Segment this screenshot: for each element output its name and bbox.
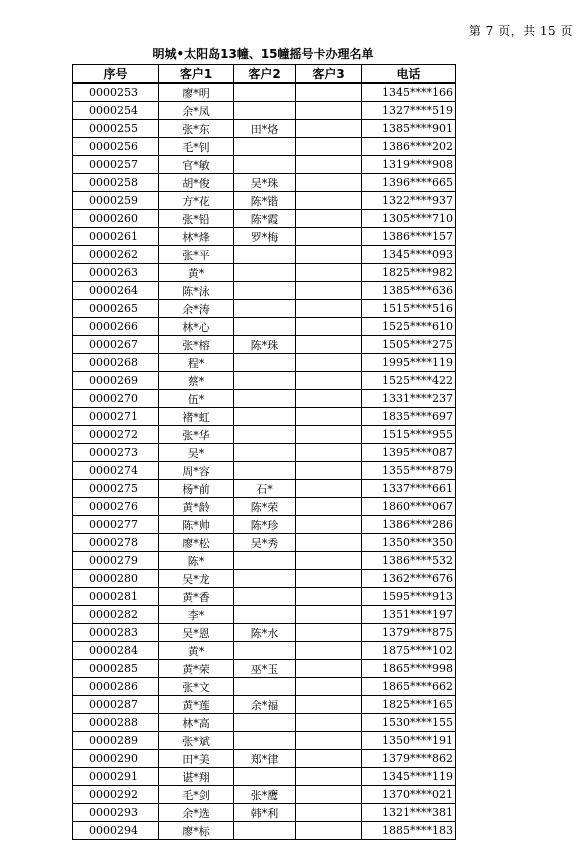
cell-customer1: 陈*帅 bbox=[159, 516, 234, 534]
table-row bbox=[73, 534, 456, 552]
cell-customer3 bbox=[296, 390, 362, 408]
table-row bbox=[73, 426, 456, 444]
cell-customer1: 林*烽 bbox=[159, 228, 234, 246]
cell-serial: 0000253 bbox=[73, 83, 159, 102]
table-row bbox=[73, 228, 456, 246]
cell-phone: 1321****381 bbox=[362, 804, 456, 822]
cell-customer2: 陈*荣 bbox=[234, 498, 296, 516]
table-row bbox=[73, 336, 456, 354]
cell-serial: 0000290 bbox=[73, 750, 159, 768]
cell-customer2 bbox=[234, 138, 296, 156]
cell-customer3 bbox=[296, 822, 362, 840]
table-row bbox=[73, 516, 456, 534]
cell-customer1: 黄* bbox=[159, 642, 234, 660]
page-indicator: 第 7 页，共 15 页 bbox=[468, 24, 573, 38]
cell-serial: 0000258 bbox=[73, 174, 159, 192]
cell-customer3 bbox=[296, 534, 362, 552]
table-row bbox=[73, 372, 456, 390]
cell-phone: 1305****710 bbox=[362, 210, 456, 228]
table-row bbox=[73, 660, 456, 678]
cell-customer3 bbox=[296, 408, 362, 426]
cell-serial: 0000284 bbox=[73, 642, 159, 660]
cell-phone: 1525****610 bbox=[362, 318, 456, 336]
cell-customer1: 廖*松 bbox=[159, 534, 234, 552]
cell-customer3 bbox=[296, 498, 362, 516]
table-row bbox=[73, 408, 456, 426]
cell-customer2 bbox=[234, 408, 296, 426]
cell-customer2 bbox=[234, 318, 296, 336]
cell-serial: 0000256 bbox=[73, 138, 159, 156]
cell-customer1: 张*斌 bbox=[159, 732, 234, 750]
cell-serial: 0000268 bbox=[73, 354, 159, 372]
cell-customer1: 张*榕 bbox=[159, 336, 234, 354]
cell-phone: 1386****532 bbox=[362, 552, 456, 570]
cell-serial: 0000292 bbox=[73, 786, 159, 804]
cell-customer1: 余*选 bbox=[159, 804, 234, 822]
header-phone: 电话 bbox=[362, 65, 456, 84]
cell-serial: 0000275 bbox=[73, 480, 159, 498]
cell-customer1: 张*铅 bbox=[159, 210, 234, 228]
cell-customer1: 黄*荣 bbox=[159, 660, 234, 678]
table-row bbox=[73, 318, 456, 336]
cell-phone: 1595****913 bbox=[362, 588, 456, 606]
cell-phone: 1385****901 bbox=[362, 120, 456, 138]
cell-customer3 bbox=[296, 264, 362, 282]
cell-phone: 1525****422 bbox=[362, 372, 456, 390]
cell-serial: 0000255 bbox=[73, 120, 159, 138]
table-row bbox=[73, 498, 456, 516]
cell-customer2 bbox=[234, 102, 296, 120]
cell-customer3 bbox=[296, 804, 362, 822]
cell-customer3 bbox=[296, 444, 362, 462]
cell-customer1: 伍* bbox=[159, 390, 234, 408]
cell-phone: 1860****067 bbox=[362, 498, 456, 516]
cell-customer2 bbox=[234, 354, 296, 372]
table-row bbox=[73, 264, 456, 282]
cell-serial: 0000274 bbox=[73, 462, 159, 480]
table-row bbox=[73, 714, 456, 732]
cell-serial: 0000283 bbox=[73, 624, 159, 642]
cell-customer1: 黄*龄 bbox=[159, 498, 234, 516]
table-row bbox=[73, 444, 456, 462]
cell-phone: 1322****937 bbox=[362, 192, 456, 210]
document-title: 明城•太阳岛13幢、15幢摇号卡办理名单 bbox=[152, 47, 374, 61]
cell-serial: 0000267 bbox=[73, 336, 159, 354]
cell-phone: 1835****697 bbox=[362, 408, 456, 426]
cell-customer2 bbox=[234, 714, 296, 732]
cell-customer1: 余*涛 bbox=[159, 300, 234, 318]
cell-customer3 bbox=[296, 642, 362, 660]
cell-customer1: 廖*明 bbox=[159, 83, 234, 102]
cell-phone: 1825****982 bbox=[362, 264, 456, 282]
cell-customer2 bbox=[234, 156, 296, 174]
cell-customer2: 吴*秀 bbox=[234, 534, 296, 552]
cell-customer1: 吴* bbox=[159, 444, 234, 462]
cell-customer3 bbox=[296, 246, 362, 264]
cell-phone: 1515****955 bbox=[362, 426, 456, 444]
cell-phone: 1327****519 bbox=[362, 102, 456, 120]
cell-customer1: 张*东 bbox=[159, 120, 234, 138]
cell-customer3 bbox=[296, 282, 362, 300]
table-row bbox=[73, 480, 456, 498]
cell-customer2: 罗*梅 bbox=[234, 228, 296, 246]
cell-customer1: 陈* bbox=[159, 552, 234, 570]
cell-customer2: 巫*玉 bbox=[234, 660, 296, 678]
cell-phone: 1345****093 bbox=[362, 246, 456, 264]
cell-customer1: 余*凤 bbox=[159, 102, 234, 120]
cell-customer3 bbox=[296, 624, 362, 642]
cell-customer2 bbox=[234, 83, 296, 102]
table-row bbox=[73, 804, 456, 822]
cell-customer2 bbox=[234, 768, 296, 786]
cell-customer2 bbox=[234, 390, 296, 408]
cell-customer1: 黄* bbox=[159, 264, 234, 282]
cell-customer1: 方*花 bbox=[159, 192, 234, 210]
cell-customer1: 官*敏 bbox=[159, 156, 234, 174]
cell-serial: 0000270 bbox=[73, 390, 159, 408]
table-row bbox=[73, 642, 456, 660]
cell-customer2 bbox=[234, 642, 296, 660]
cell-customer3 bbox=[296, 588, 362, 606]
cell-customer2 bbox=[234, 444, 296, 462]
header-customer1: 客户1 bbox=[159, 65, 234, 84]
cell-serial: 0000294 bbox=[73, 822, 159, 840]
cell-customer2 bbox=[234, 246, 296, 264]
table-row bbox=[73, 696, 456, 714]
table-row bbox=[73, 462, 456, 480]
cell-customer1: 杨*前 bbox=[159, 480, 234, 498]
cell-customer1: 胡*俊 bbox=[159, 174, 234, 192]
cell-customer3 bbox=[296, 83, 362, 102]
cell-phone: 1885****183 bbox=[362, 822, 456, 840]
cell-customer3 bbox=[296, 210, 362, 228]
cell-customer1: 毛*剑 bbox=[159, 786, 234, 804]
cell-customer3 bbox=[296, 354, 362, 372]
cell-customer2 bbox=[234, 678, 296, 696]
cell-customer2 bbox=[234, 606, 296, 624]
table-row bbox=[73, 210, 456, 228]
cell-customer3 bbox=[296, 372, 362, 390]
cell-serial: 0000285 bbox=[73, 660, 159, 678]
cell-customer3 bbox=[296, 660, 362, 678]
cell-customer2: 吴*珠 bbox=[234, 174, 296, 192]
cell-phone: 1331****237 bbox=[362, 390, 456, 408]
cell-serial: 0000264 bbox=[73, 282, 159, 300]
cell-customer2 bbox=[234, 372, 296, 390]
cell-serial: 0000273 bbox=[73, 444, 159, 462]
cell-customer1: 黄*香 bbox=[159, 588, 234, 606]
cell-serial: 0000271 bbox=[73, 408, 159, 426]
table-row bbox=[73, 588, 456, 606]
cell-serial: 0000266 bbox=[73, 318, 159, 336]
cell-phone: 1370****021 bbox=[362, 786, 456, 804]
cell-customer2 bbox=[234, 300, 296, 318]
cell-customer2: 陈*珍 bbox=[234, 516, 296, 534]
table-row bbox=[73, 606, 456, 624]
cell-customer1: 周*容 bbox=[159, 462, 234, 480]
cell-phone: 1995****119 bbox=[362, 354, 456, 372]
cell-customer2 bbox=[234, 264, 296, 282]
cell-phone: 1379****862 bbox=[362, 750, 456, 768]
cell-customer2: 陈*锴 bbox=[234, 192, 296, 210]
cell-customer2: 田*烙 bbox=[234, 120, 296, 138]
table-row bbox=[73, 300, 456, 318]
cell-serial: 0000265 bbox=[73, 300, 159, 318]
cell-customer1: 张*文 bbox=[159, 678, 234, 696]
cell-customer3 bbox=[296, 138, 362, 156]
cell-serial: 0000257 bbox=[73, 156, 159, 174]
cell-customer1: 吴*龙 bbox=[159, 570, 234, 588]
cell-customer2 bbox=[234, 570, 296, 588]
table-row bbox=[73, 354, 456, 372]
cell-customer2 bbox=[234, 552, 296, 570]
cell-customer1: 林*高 bbox=[159, 714, 234, 732]
cell-serial: 0000282 bbox=[73, 606, 159, 624]
cell-customer3 bbox=[296, 228, 362, 246]
cell-serial: 0000272 bbox=[73, 426, 159, 444]
cell-serial: 0000293 bbox=[73, 804, 159, 822]
cell-customer1: 黄*莲 bbox=[159, 696, 234, 714]
cell-customer1: 陈*泳 bbox=[159, 282, 234, 300]
header-row bbox=[73, 65, 456, 84]
cell-customer2: 石* bbox=[234, 480, 296, 498]
table-row bbox=[73, 120, 456, 138]
cell-customer2 bbox=[234, 732, 296, 750]
cell-customer2: 陈*珠 bbox=[234, 336, 296, 354]
cell-customer3 bbox=[296, 714, 362, 732]
cell-serial: 0000254 bbox=[73, 102, 159, 120]
cell-customer3 bbox=[296, 516, 362, 534]
cell-customer2 bbox=[234, 822, 296, 840]
table-row bbox=[73, 83, 456, 102]
cell-customer3 bbox=[296, 462, 362, 480]
cell-phone: 1515****516 bbox=[362, 300, 456, 318]
roster-table bbox=[72, 64, 456, 840]
cell-customer1: 田*美 bbox=[159, 750, 234, 768]
cell-customer3 bbox=[296, 750, 362, 768]
cell-customer1: 程* bbox=[159, 354, 234, 372]
cell-customer1: 张*平 bbox=[159, 246, 234, 264]
table-row bbox=[73, 732, 456, 750]
cell-serial: 0000288 bbox=[73, 714, 159, 732]
table-row bbox=[73, 246, 456, 264]
cell-customer1: 毛*钊 bbox=[159, 138, 234, 156]
cell-customer3 bbox=[296, 606, 362, 624]
table-row bbox=[73, 282, 456, 300]
table-row bbox=[73, 138, 456, 156]
cell-customer2 bbox=[234, 426, 296, 444]
cell-phone: 1386****286 bbox=[362, 516, 456, 534]
cell-phone: 1505****275 bbox=[362, 336, 456, 354]
cell-phone: 1337****661 bbox=[362, 480, 456, 498]
table-row bbox=[73, 174, 456, 192]
cell-customer3 bbox=[296, 102, 362, 120]
cell-customer3 bbox=[296, 156, 362, 174]
cell-phone: 1319****908 bbox=[362, 156, 456, 174]
cell-customer3 bbox=[296, 570, 362, 588]
cell-serial: 0000259 bbox=[73, 192, 159, 210]
cell-phone: 1345****119 bbox=[362, 768, 456, 786]
header-customer2: 客户2 bbox=[234, 65, 296, 84]
cell-customer3 bbox=[296, 732, 362, 750]
cell-phone: 1865****998 bbox=[362, 660, 456, 678]
cell-customer3 bbox=[296, 552, 362, 570]
cell-serial: 0000278 bbox=[73, 534, 159, 552]
cell-customer3 bbox=[296, 120, 362, 138]
cell-customer2: 韩*利 bbox=[234, 804, 296, 822]
cell-customer3 bbox=[296, 318, 362, 336]
table-row bbox=[73, 192, 456, 210]
cell-phone: 1362****676 bbox=[362, 570, 456, 588]
table-row bbox=[73, 156, 456, 174]
table-row bbox=[73, 750, 456, 768]
cell-serial: 0000280 bbox=[73, 570, 159, 588]
table-row bbox=[73, 390, 456, 408]
cell-customer3 bbox=[296, 786, 362, 804]
cell-customer3 bbox=[296, 336, 362, 354]
cell-customer3 bbox=[296, 300, 362, 318]
cell-phone: 1385****636 bbox=[362, 282, 456, 300]
cell-serial: 0000291 bbox=[73, 768, 159, 786]
table-row bbox=[73, 570, 456, 588]
cell-customer3 bbox=[296, 174, 362, 192]
cell-customer1: 蔡* bbox=[159, 372, 234, 390]
cell-phone: 1395****087 bbox=[362, 444, 456, 462]
cell-customer1: 吴*恩 bbox=[159, 624, 234, 642]
cell-customer3 bbox=[296, 678, 362, 696]
cell-serial: 0000276 bbox=[73, 498, 159, 516]
cell-phone: 1345****166 bbox=[362, 83, 456, 102]
cell-customer2 bbox=[234, 462, 296, 480]
cell-customer3 bbox=[296, 192, 362, 210]
cell-customer3 bbox=[296, 480, 362, 498]
cell-phone: 1355****879 bbox=[362, 462, 456, 480]
cell-serial: 0000281 bbox=[73, 588, 159, 606]
cell-serial: 0000279 bbox=[73, 552, 159, 570]
cell-serial: 0000286 bbox=[73, 678, 159, 696]
cell-customer1: 廖*标 bbox=[159, 822, 234, 840]
cell-phone: 1825****165 bbox=[362, 696, 456, 714]
cell-customer1: 褚*虹 bbox=[159, 408, 234, 426]
header-serial: 序号 bbox=[73, 65, 159, 84]
cell-phone: 1386****157 bbox=[362, 228, 456, 246]
cell-customer2: 余*福 bbox=[234, 696, 296, 714]
cell-customer1: 林*心 bbox=[159, 318, 234, 336]
cell-customer1: 谌*翔 bbox=[159, 768, 234, 786]
cell-phone: 1865****662 bbox=[362, 678, 456, 696]
cell-phone: 1875****102 bbox=[362, 642, 456, 660]
table-row bbox=[73, 552, 456, 570]
cell-customer3 bbox=[296, 696, 362, 714]
cell-serial: 0000277 bbox=[73, 516, 159, 534]
cell-serial: 0000287 bbox=[73, 696, 159, 714]
table-row bbox=[73, 768, 456, 786]
cell-customer2: 陈*霞 bbox=[234, 210, 296, 228]
cell-customer2: 郑*律 bbox=[234, 750, 296, 768]
table-row bbox=[73, 822, 456, 840]
cell-customer2: 张*鹰 bbox=[234, 786, 296, 804]
cell-customer2 bbox=[234, 282, 296, 300]
cell-customer3 bbox=[296, 426, 362, 444]
cell-serial: 0000269 bbox=[73, 372, 159, 390]
cell-serial: 0000261 bbox=[73, 228, 159, 246]
cell-phone: 1350****191 bbox=[362, 732, 456, 750]
cell-customer3 bbox=[296, 768, 362, 786]
cell-phone: 1530****155 bbox=[362, 714, 456, 732]
cell-customer1: 张*华 bbox=[159, 426, 234, 444]
cell-phone: 1396****665 bbox=[362, 174, 456, 192]
cell-serial: 0000262 bbox=[73, 246, 159, 264]
header-customer3: 客户3 bbox=[296, 65, 362, 84]
cell-serial: 0000289 bbox=[73, 732, 159, 750]
cell-serial: 0000263 bbox=[73, 264, 159, 282]
cell-customer2 bbox=[234, 588, 296, 606]
cell-phone: 1379****875 bbox=[362, 624, 456, 642]
table-row bbox=[73, 786, 456, 804]
cell-customer1: 李* bbox=[159, 606, 234, 624]
cell-phone: 1351****197 bbox=[362, 606, 456, 624]
cell-phone: 1386****202 bbox=[362, 138, 456, 156]
cell-phone: 1350****350 bbox=[362, 534, 456, 552]
table-row bbox=[73, 102, 456, 120]
table-row bbox=[73, 624, 456, 642]
cell-serial: 0000260 bbox=[73, 210, 159, 228]
cell-customer2: 陈*水 bbox=[234, 624, 296, 642]
table-row bbox=[73, 678, 456, 696]
